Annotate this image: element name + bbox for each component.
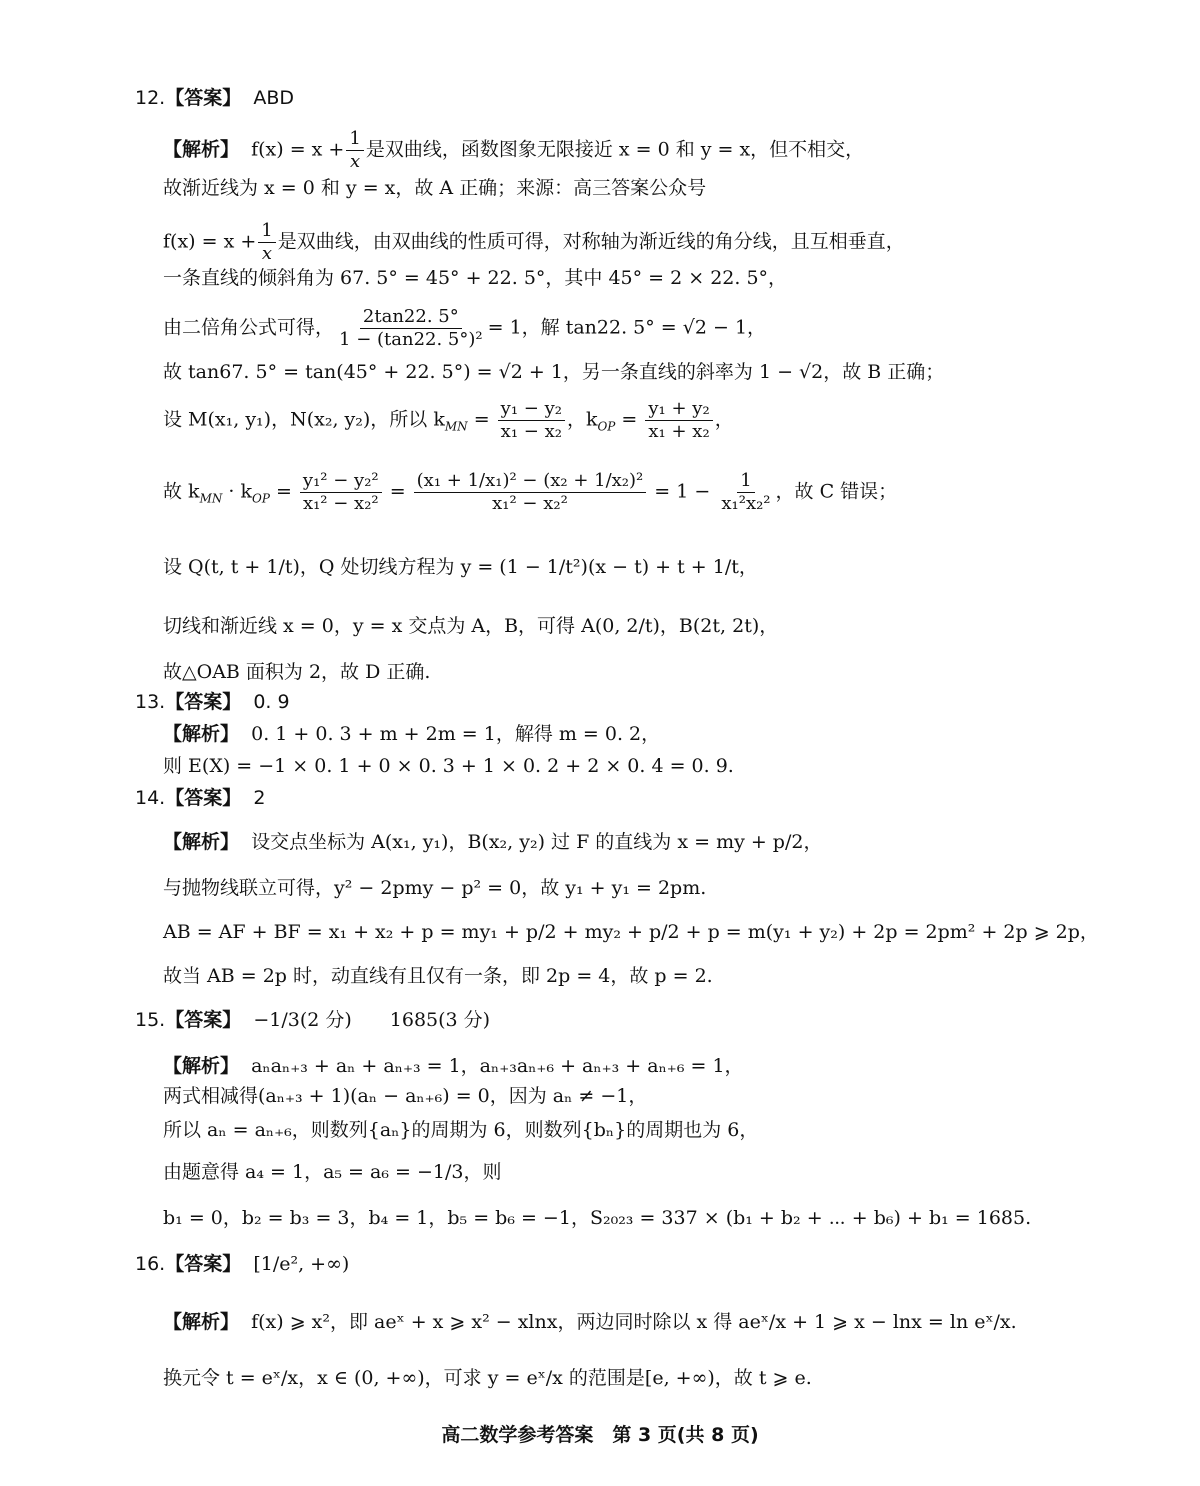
q12-line-5: 由二倍角公式可得， $\frac{2\tan 22. 5^\circ}{\text{1 − (tan22. 5°)²}}$ = 1，解 tan22. 5° = √2 − 1， (163, 306, 767, 350)
q12-line-11: 故△OAB 面积为 2，故 D 正确. (163, 661, 431, 683)
q14-line-4: 故当 AB = 2p 时，动直线有且仅有一条，即 2p = 4，故 p = 2. (163, 965, 713, 987)
q13-analysis-line-1: 【解析】 0. 1 + 0. 3 + m + 2m = 1，解得 m = 0. 2， (163, 723, 661, 745)
q16-answer: [1/e², +∞) (253, 1253, 350, 1275)
q12-line-10: 切线和渐近线 x = 0，y = x 交点为 A，B，可得 A(0, 2/t)，B(2t, 2t)， (163, 615, 779, 637)
q15-answer: −1/3(2 分) 1685(3 分) (253, 1009, 491, 1031)
q13-answer: 0. 9 (253, 691, 290, 713)
q13-line-2: 则 E(X) = −1 × 0. 1 + 0 × 0. 3 + 1 × 0. 2 + 2 × 0. 4 = 0. 9. (163, 755, 734, 777)
q14-line-3: AB = AF + BF = x₁ + x₂ + p = my₁ + p/2 + my₂ + p/2 + p = m(y₁ + y₂) + 2p = 2pm² + 2p ⩾ 2p， (163, 921, 1099, 943)
q13-answer-line: 13.【答案】 0. 9 (135, 691, 290, 713)
q12-answer: ABD (253, 87, 294, 109)
q15-line-5: b₁ = 0，b₂ = b₃ = 3，b₄ = 1，b₅ = b₆ = −1，S₂₀₂₃ = 337 × (b₁ + b₂ + ⋯ + b₆) + b₁ = 1685. (163, 1207, 1032, 1229)
q12-analysis-line-1: 【解析】 f(x) = x + $\frac{1}{x}$ 是双曲线，函数图象无限接近 x = 0 和 y = x，但不相交， (163, 128, 865, 172)
page-footer: 高二数学参考答案 第 3 页(共 8 页) (441, 1424, 759, 1446)
q14-line-2: 与抛物线联立可得，y² − 2pmy − p² = 0，故 y₁ + y₁ = 2pm. (163, 877, 707, 899)
q15-answer-line: 15.【答案】 −1/3(2 分) 1685(3 分) (135, 1009, 491, 1031)
q16-analysis-line-1: 【解析】 f(x) ⩾ x²，即 aeˣ + x ⩾ x² − xlnx，两边同时除以 x 得 aeˣ/x + 1 ⩾ x − lnx = ln eˣ/x. (163, 1311, 1017, 1333)
q12-line-7: 设 M(x₁, y₁)，N(x₂, y₂)，所以 $k_{MN}$ = $\frac{\text{y₁ − y₂}}{\text{x₁ − x₂}}$ ，$k_{OP}$ = $\frac{\text{y₁ + y₂}}{\text{x₁ + x₂}}$ ， (163, 398, 734, 442)
q15-line-4: 由题意得 a₄ = 1，a₅ = a₆ = −1/3，则 (163, 1161, 502, 1183)
q15-analysis-line-1: 【解析】 aₙaₙ₊₃ + aₙ + aₙ₊₃ = 1，aₙ₊₃aₙ₊₆ + aₙ₊₃ + aₙ₊₆ = 1， (163, 1055, 744, 1077)
q14-analysis-line-1: 【解析】 设交点坐标为 A(x₁, y₁)，B(x₂, y₂) 过 F 的直线为 x = my + p/2， (163, 831, 823, 853)
q12-line-4: 一条直线的倾斜角为 67. 5° = 45° + 22. 5°，其中 45° = 2 × 22. 5°， (163, 267, 788, 289)
q12-line-8: 故 $k_{MN} \cdot k_{OP}$ = $\frac{\text{y₁² − y₂²}}{\text{x₁² − x₂²}}$ = $\frac{\text{(x₁ + 1/x₁)² − (x₂ + 1/x₂)²}}{\text{x₁² − x₂²}}$ = 1 − $\frac{1}{\text{x₁²x₂²}}$ ，故 C 错误； (163, 470, 898, 514)
q14-answer: 2 (253, 787, 266, 809)
q12-line-2: 故渐近线为 x = 0 和 y = x，故 A 正确；来源：高三答案公众号 (163, 177, 707, 199)
q12-line-3: f(x) = x + $\frac{1}{x}$ 是双曲线，由双曲线的性质可得，对称轴为渐近线的角分线，且互相垂直， (163, 220, 905, 264)
q15-line-3: 所以 aₙ = aₙ₊₆，则数列{aₙ}的周期为 6，则数列{bₙ}的周期也为 6， (163, 1119, 759, 1141)
q16-answer-line: 16.【答案】 [1/e², +∞) (135, 1253, 350, 1275)
q12-line-9: 设 Q(t, t + 1/t)，Q 处切线方程为 y = (1 − 1/t²)(x − t) + t + 1/t， (163, 556, 758, 578)
q16-line-2: 换元令 t = eˣ/x，x ∈ (0, +∞)，可求 y = eˣ/x 的范围是[e, +∞)，故 t ⩾ e. (163, 1367, 812, 1389)
q12-answer-line: 12.【答案】 ABD (135, 87, 294, 109)
q14-answer-line: 14.【答案】 2 (135, 787, 266, 809)
q12-line-6: 故 tan67. 5° = tan(45° + 22. 5°) = √2 + 1，另一条直线的斜率为 1 − √2，故 B 正确； (163, 361, 945, 383)
q15-line-2: 两式相减得(aₙ₊₃ + 1)(aₙ − aₙ₊₆) = 0，因为 aₙ ≠ −1， (163, 1085, 648, 1107)
